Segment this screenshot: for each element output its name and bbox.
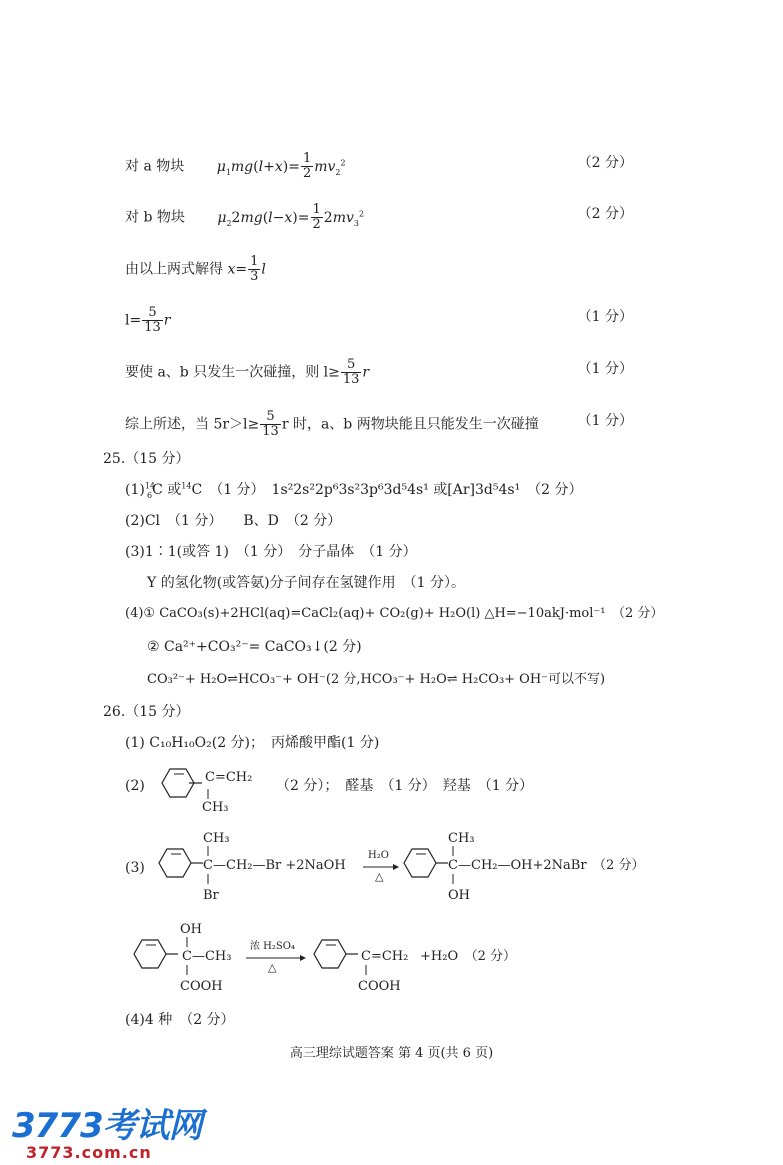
l-equation: l= $\frac{5}{13}$ r	[125, 305, 171, 335]
r2p-tail: +H₂O （2 分）	[420, 949, 517, 964]
r1-cond-top: H₂O	[368, 850, 389, 861]
q25-part4c: CO₃²⁻+ H₂O⇌HCO₃⁻+ OH⁻(2 分,HCO₃⁻+ H₂O⇌ H₂CO₃+ OH⁻可以不写)	[147, 672, 606, 687]
r1-br: Br	[203, 888, 219, 903]
score-2: （2 分）	[577, 206, 633, 222]
q25-heading: 25.（15 分）	[103, 451, 190, 467]
q25-part4b: ② Ca²⁺+CO₃²⁻= CaCO₃↓(2 分)	[147, 639, 362, 655]
q25-part2: (2)Cl （1 分） B、D （2 分）	[125, 513, 342, 529]
q25-part1: $(1)^{14}_6C$ 或$^{14}$C （1 分） 1s²2s²2p⁶3s²3p⁶3d⁵4s¹ 或[Ar]3d⁵4s¹ （2 分）	[125, 481, 583, 500]
q26-heading: 26.（15 分）	[103, 704, 190, 720]
r2p-ch2: =CH₂	[370, 949, 409, 964]
benzene-ring-3	[130, 936, 180, 976]
r1-bond-down	[207, 874, 209, 884]
score-5: （1 分）	[577, 413, 633, 429]
r1p-chain: —CH₂—OH+2NaBr （2 分）	[458, 858, 645, 873]
styrene-ch2: =CH₂	[214, 770, 253, 785]
r1-bond-up	[207, 846, 209, 856]
r2-c-text: C	[182, 949, 192, 964]
solve-line: 由以上两式解得 x= $\frac{1}{3}$ l	[125, 254, 266, 284]
benzene-ring-4	[310, 936, 360, 976]
r1-c: C	[203, 858, 213, 873]
a-block-label: 对 a 物块	[125, 158, 185, 175]
site-logo[interactable]	[12, 1098, 202, 1162]
l-eq-text: l=	[125, 312, 142, 329]
r1p-bond-down	[452, 874, 454, 884]
r1-cond-bottom: △	[375, 870, 384, 883]
r1p-bond-up	[452, 846, 454, 856]
logo-title: 3773考试网	[12, 1106, 202, 1146]
r1-ch3: CH₃	[203, 831, 230, 846]
r2p-cooh: COOH	[358, 979, 401, 994]
styrene-c	[205, 769, 252, 787]
page-footer: 高三理综试题答案 第 4 页(共 6 页)	[289, 1046, 494, 1061]
r2-oh: OH	[180, 922, 202, 937]
b-block-label: 对 b 物块	[125, 209, 185, 226]
q25-part3: (3)1∶1(或答 1) （1 分） 分子晶体 （1 分）	[125, 544, 417, 560]
styrene-c-text: C	[205, 770, 215, 785]
r2-cond-bottom: △	[268, 961, 277, 974]
score-1: （2 分）	[577, 155, 633, 171]
summary-pre: 综上所述，当 5r＞l≥	[125, 416, 260, 433]
benzene-ring-2	[400, 845, 450, 885]
score-4: （1 分）	[577, 361, 633, 377]
r1p-ch3: CH₃	[448, 831, 475, 846]
r1-chain: —CH₂—Br +2NaOH	[213, 858, 346, 873]
r1p-oh: OH	[448, 888, 470, 903]
require-text: 要使 a、b 只发生一次碰撞，则 l≥	[125, 364, 340, 381]
b-block-line: 对 b 物块 $\mu_22mg(l-x)=$ $\frac{1}{2}$ $2mv_3^2$	[125, 202, 365, 232]
r2p-bond-down	[365, 965, 367, 975]
require-line: 要使 a、b 只发生一次碰撞，则 l≥ $\frac{5}{13}$ r	[125, 357, 370, 387]
q25-p1-mid: C 或	[152, 482, 182, 498]
styrene-ch3: CH₃	[202, 800, 229, 815]
score-3: （1 分）	[577, 309, 633, 325]
q26-part3-label: (3)	[125, 860, 145, 876]
benzene-ring-1	[155, 845, 205, 885]
solve-text: 由以上两式解得	[125, 261, 223, 278]
a-block-line: 对 a 物块 $\mu_1mg(l+x)=$ $\frac{1}{2}$ $mv_2^2$	[125, 151, 346, 181]
summary-line: 综上所述，当 5r＞l≥ $\frac{5}{13}$ r 时，a、b 两物块能且只能发生一次碰撞	[125, 409, 539, 439]
q25-p1-label: (1)	[125, 482, 145, 498]
r2p-c-text: C	[361, 949, 371, 964]
q26-part4: (4)4 种 （2 分）	[125, 1012, 235, 1028]
q25-part4: (4)① CaCO₃(s)+2HCl(aq)=CaCl₂(aq)+ CO₂(g)+ H₂O(l) △H=−10akJ·mol⁻¹ （2 分）	[125, 606, 664, 621]
r2-cond-top: 浓 H₂SO₄	[250, 941, 295, 952]
q25-part3b: Y 的氢化物(或答氨)分子间存在氢键作用 （1 分）。	[147, 575, 465, 591]
r2-bond-down	[186, 965, 188, 975]
q26-part1: (1) C₁₀H₁₀O₂(2 分)； 丙烯酸甲酯(1 分)	[125, 735, 380, 751]
q26-part2-text: （2 分）； 醛基 （1 分） 羟基 （1 分）	[276, 778, 534, 794]
logo-url: 3773.com.cn	[26, 1143, 152, 1162]
r2-bond-up	[186, 937, 188, 947]
r2-ch3: CH₃	[204, 949, 232, 964]
q26-part2-label: (2)	[125, 778, 145, 794]
r2p-c	[361, 948, 408, 966]
summary-post: r 时，a、b 两物块能且只能发生一次碰撞	[281, 416, 539, 433]
r1p-c: C	[448, 858, 458, 873]
q25-p1-rest: C （1 分） 1s²2s²2p⁶3s²3p⁶3d⁵4s¹ 或[Ar]3d⁵4s¹ （2 分）	[191, 482, 583, 498]
r2-cooh: COOH	[180, 979, 223, 994]
r2-c: C—CH₃	[182, 949, 232, 964]
